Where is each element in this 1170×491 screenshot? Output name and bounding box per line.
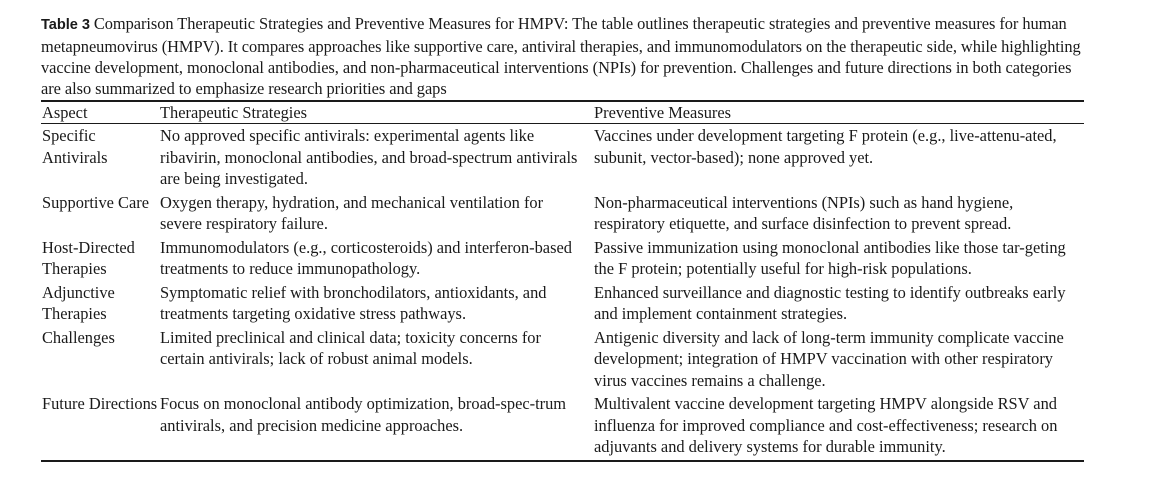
cell-preventive: Enhanced surveillance and diagnostic testing to identify outbreaks early and implement containment strategies. — [594, 282, 1066, 323]
table-row — [41, 393, 1084, 461]
caption-text: Comparison Therapeutic Strategies and Preventive Measures for HMPV: The table outlines therapeutic strategies and preventive measures for human metapneumovirus (HMPV). It compares approaches like supportive care, antiviral therapies, and immunomodulators on the therapeutic side, while highlighting vaccine development, monoclonal antibodies, and non-pharmaceutical interventions (NPIs) for prevention. Challenges and future directions in both categories are also summarized to emphasize research priorities and gaps — [41, 14, 1081, 98]
cell-therapeutic: Immunomodulators (e.g., corticosteroids) and interferon-based treatments to reduce immunopathology. — [160, 237, 572, 278]
table-figure — [41, 13, 1084, 462]
header-therapeutic-strategies: Therapeutic Strategies — [160, 103, 307, 122]
table-row — [41, 192, 1084, 237]
cell-preventive: Non-pharmaceutical interventions (NPIs) such as hand hygiene, respiratory etiquette, and surface disinfection to prevent spread. — [594, 192, 1014, 233]
header-preventive-measures: Preventive Measures — [594, 103, 731, 122]
table-row — [41, 124, 1084, 192]
cell-aspect: Challenges — [42, 327, 115, 347]
cell-aspect: Host-Directed Therapies — [42, 237, 135, 278]
cell-therapeutic: Symptomatic relief with bronchodilators, antioxidants, and treatments targeting oxidative stress pathways. — [160, 282, 547, 323]
table-label — [41, 17, 90, 33]
table-caption — [41, 13, 1084, 99]
cell-preventive: Multivalent vaccine development targeting HMPV alongside RSV and influenza for improved compliance and cost-effectiveness; research on adjuvants and delivery systems for durable immunity. — [594, 394, 1058, 456]
header-aspect: Aspect — [42, 103, 88, 122]
cell-therapeutic: Oxygen therapy, hydration, and mechanical ventilation for severe respiratory failure. — [160, 192, 544, 233]
cell-aspect: Supportive Care — [42, 192, 149, 212]
table-header-row — [41, 101, 1084, 124]
comparison-table — [41, 100, 1084, 462]
cell-preventive: Passive immunization using monoclonal antibodies like those tar-geting the F protein; potentially useful for high-risk populations. — [594, 237, 1066, 278]
cell-aspect: Adjunctive Therapies — [42, 282, 115, 323]
table-row — [41, 237, 1084, 282]
table-label-word: Table — [41, 17, 78, 33]
cell-preventive: Vaccines under development targeting F protein (e.g., live-attenu-ated, subunit, vector-based); none approved yet. — [594, 126, 1057, 167]
table-row — [41, 327, 1084, 394]
table-row — [41, 282, 1084, 327]
cell-aspect: Specific Antivirals — [42, 126, 108, 167]
cell-therapeutic: Limited preclinical and clinical data; toxicity concerns for certain antivirals; lack of robust animal models. — [160, 327, 541, 368]
cell-therapeutic: No approved specific antivirals: experimental agents like ribavirin, monoclonal antibodies, and broad-spectrum antivirals are being investigated. — [160, 126, 578, 188]
cell-aspect: Future Directions — [42, 394, 158, 413]
cell-preventive: Antigenic diversity and lack of long-term immunity complicate vaccine development; integration of HMPV vaccination with other respiratory virus vaccines remains a challenge. — [594, 327, 1064, 390]
cell-therapeutic: Focus on monoclonal antibody optimization, broad-spec-trum antivirals, and precision medicine approaches. — [160, 394, 567, 435]
table-number: 3 — [81, 17, 90, 33]
